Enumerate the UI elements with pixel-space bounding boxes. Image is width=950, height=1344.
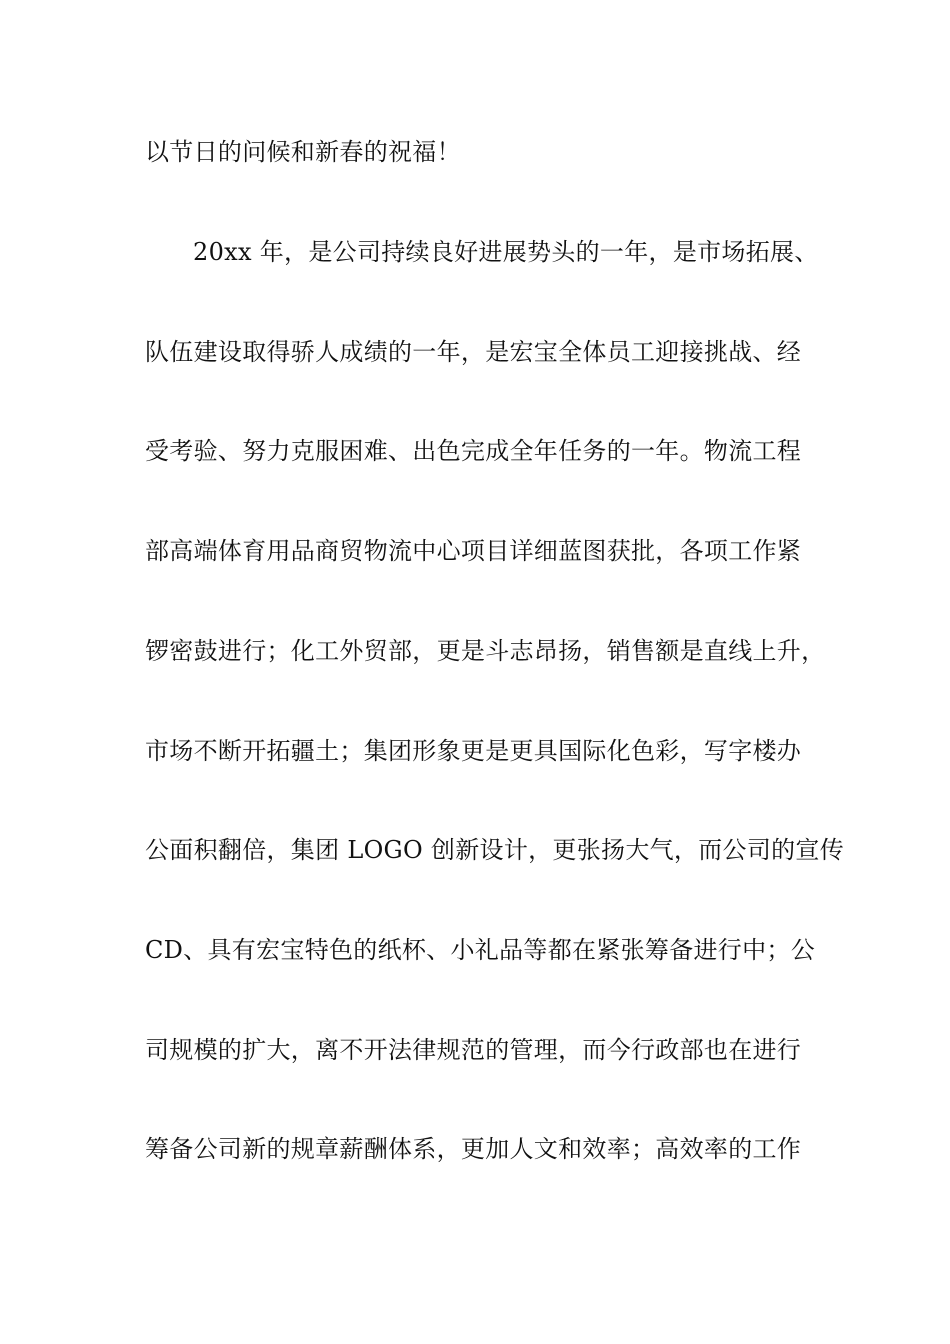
text-line: 受考验、努力克服困难、出色完成全年任务的一年。物流工程 — [145, 437, 802, 465]
text-line: 公面积翻倍，集团 LOGO 创新设计，更张扬大气，而公司的宣传 — [145, 836, 845, 864]
text-line: 20xx 年，是公司持续良好进展势头的一年，是市场拓展、 — [193, 238, 819, 266]
text-line: 部高端体育用品商贸物流中心项目详细蓝图获批，各项工作紧 — [145, 537, 802, 565]
text-line: 筹备公司新的规章薪酬体系，更加人文和效率；高效率的工作 — [145, 1135, 802, 1163]
text-line: 司规模的扩大，离不开法律规范的管理，而今行政部也在进行 — [145, 1036, 802, 1064]
text-line: 锣密鼓进行；化工外贸部，更是斗志昂扬，销售额是直线上升， — [145, 637, 826, 665]
text-line: 以节日的问候和新春的祝福！ — [145, 138, 461, 166]
text-line: CD、具有宏宝特色的纸杯、小礼品等都在紧张筹备进行中；公 — [145, 936, 816, 964]
text-line: 市场不断开拓疆土；集团形象更是更具国际化色彩，写字楼办 — [145, 737, 802, 765]
text-line: 队伍建设取得骄人成绩的一年，是宏宝全体员工迎接挑战、经 — [145, 338, 802, 366]
